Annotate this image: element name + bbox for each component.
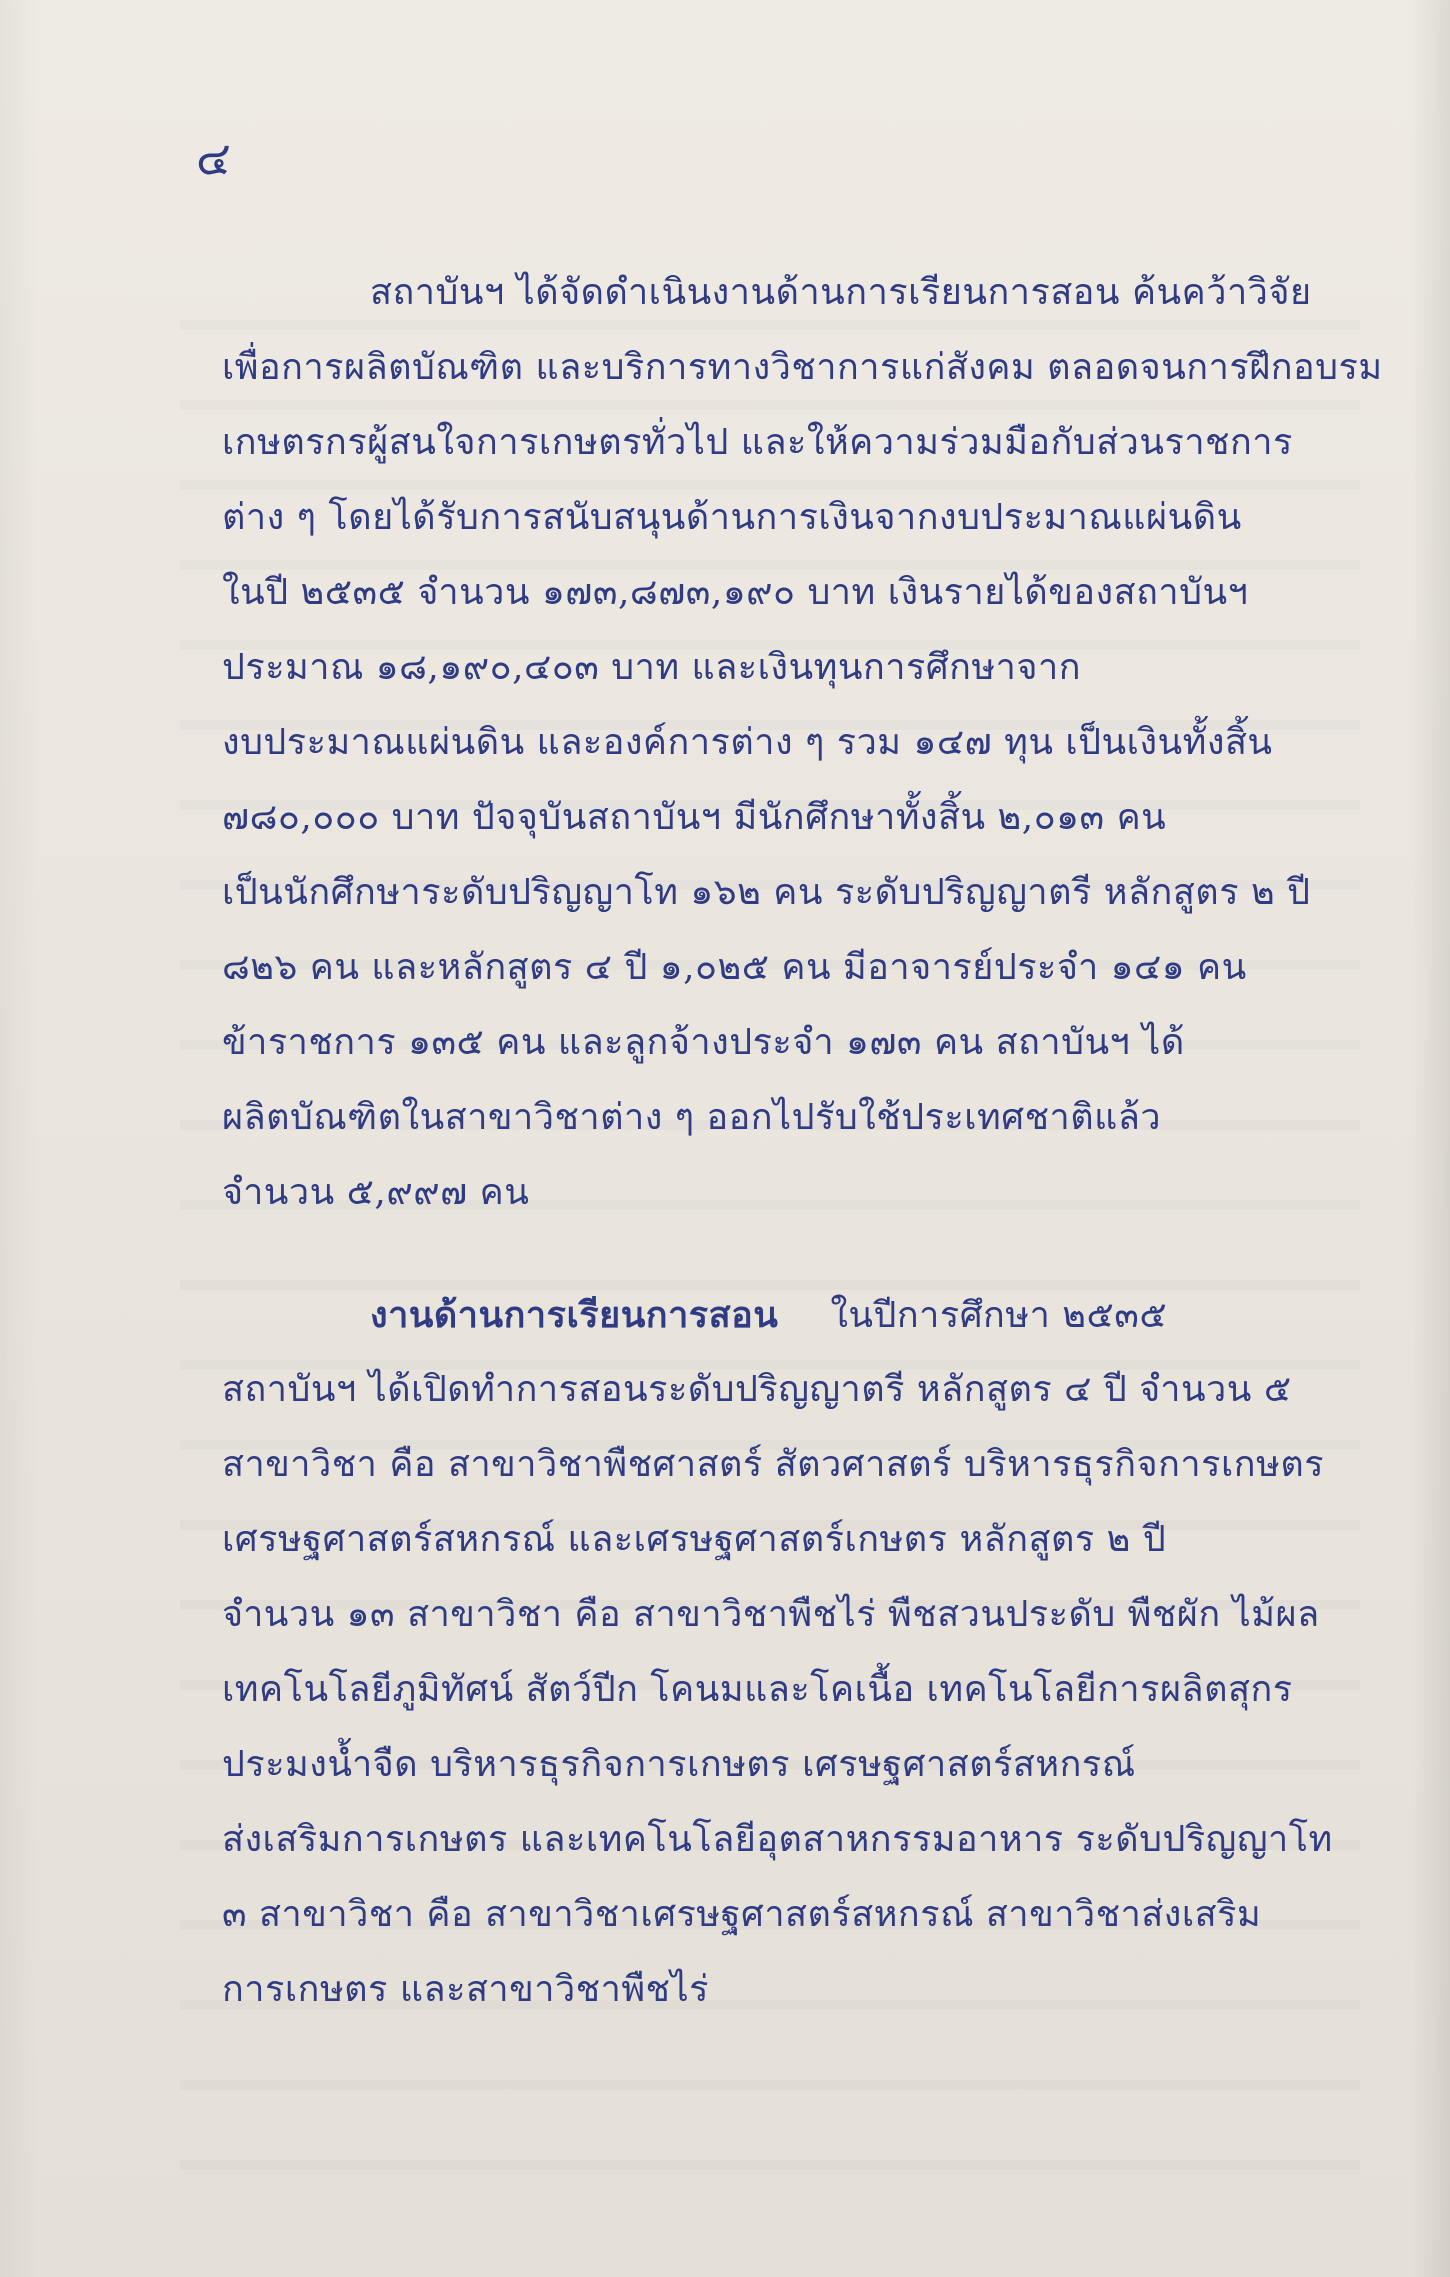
paragraph1-line-12: ผลิตบัณฑิตในสาขาวิชาต่าง ๆ ออกไปรับใช้ประเทศชาติแล้ว [222,1097,1162,1138]
paragraph1-line-9: เป็นนักศึกษาระดับปริญญาโท ๑๖๒ คน ระดับปริญญาตรี หลักสูตร ๒ ปี [222,872,1311,913]
paragraph1-line-7: งบประมาณแผ่นดิน และองค์การต่าง ๆ รวม ๑๔๗ ทุน เป็นเงินทั้งสิ้น [222,722,1273,763]
paragraph2-line-10: การเกษตร และสาขาวิชาพืชไร่ [222,1969,709,2010]
paragraph2-line-6: เทคโนโลยีภูมิทัศน์ สัตว์ปีก โคนมและโคเนื้อ เทคโนโลยีการผลิตสุกร [222,1669,1293,1710]
paragraph1-line-2: เพื่อการผลิตบัณฑิต และบริการทางวิชาการแก่สังคม ตลอดจนการฝึกอบรม [222,347,1383,388]
paragraph1-line-11: ข้าราชการ ๑๓๕ คน และลูกจ้างประจำ ๑๗๓ คน สถาบันฯ ได้ [222,1022,1185,1063]
paragraph1-line-10: ๘๒๖ คน และหลักสูตร ๔ ปี ๑,๐๒๕ คน มีอาจารย์ประจำ ๑๔๑ คน [222,947,1247,988]
paragraph2-line-1 [370,1290,1372,1341]
paragraph1-line-1: สถาบันฯ ได้จัดดำเนินงานด้านการเรียนการสอน ค้นคว้าวิจัย [370,272,1312,313]
paragraph2-line-7: ประมงน้ำจืด บริหารธุรกิจการเกษตร เศรษฐศาสตร์สหกรณ์ [222,1744,1136,1785]
paragraph1-line-3: เกษตรกรผู้สนใจการเกษตรทั่วไป และให้ความร่วมมือกับส่วนราชการ [222,422,1293,463]
paragraph1-line-6: ประมาณ ๑๘,๑๙๐,๔๐๓ บาท และเงินทุนการศึกษาจาก [222,647,1082,688]
paragraph1-line-4: ต่าง ๆ โดยได้รับการสนับสนุนด้านการเงินจากงบประมาณแผ่นดิน [222,497,1242,538]
page-number: ๔ [196,131,231,185]
page-edge-shadow [1410,0,1450,2277]
paragraph1-line-13: จำนวน ๕,๙๙๗ คน [222,1172,530,1213]
paragraph2-line-3: สาขาวิชา คือ สาขาวิชาพืชศาสตร์ สัตวศาสตร์ บริหารธุรกิจการเกษตร [222,1444,1325,1485]
paragraph2-line-9: ๓ สาขาวิชา คือ สาขาวิชาเศรษฐศาสตร์สหกรณ์ สาขาวิชาส่งเสริม [222,1894,1262,1935]
section-heading: งานด้านการเรียนการสอน [370,1294,779,1336]
paragraph2-line-2: สถาบันฯ ได้เปิดทำการสอนระดับปริญญาตรี หลักสูตร ๔ ปี จำนวน ๕ [222,1369,1292,1410]
paragraph2-line-4: เศรษฐศาสตร์สหกรณ์ และเศรษฐศาสตร์เกษตร หลักสูตร ๒ ปี [222,1519,1167,1560]
paragraph1-line-8: ๗๘๐,๐๐๐ บาท ปัจจุบันสถาบันฯ มีนักศึกษาทั้งสิ้น ๒,๐๑๓ คน [222,797,1167,838]
paragraph1-line-5: ในปี ๒๕๓๕ จำนวน ๑๗๓,๘๗๓,๑๙๐ บาท เงินรายได้ของสถาบันฯ [222,572,1249,613]
paragraph2-line-8: ส่งเสริมการเกษตร และเทคโนโลยีอุตสาหกรรมอาหาร ระดับปริญญาโท [222,1819,1333,1860]
paragraph2-line-1-rest: ในปีการศึกษา ๒๕๓๕ [830,1295,1168,1336]
paragraph2-line-5: จำนวน ๑๓ สาขาวิชา คือ สาขาวิชาพืชไร่ พืชสวนประดับ พืชผัก ไม้ผล [222,1594,1320,1635]
